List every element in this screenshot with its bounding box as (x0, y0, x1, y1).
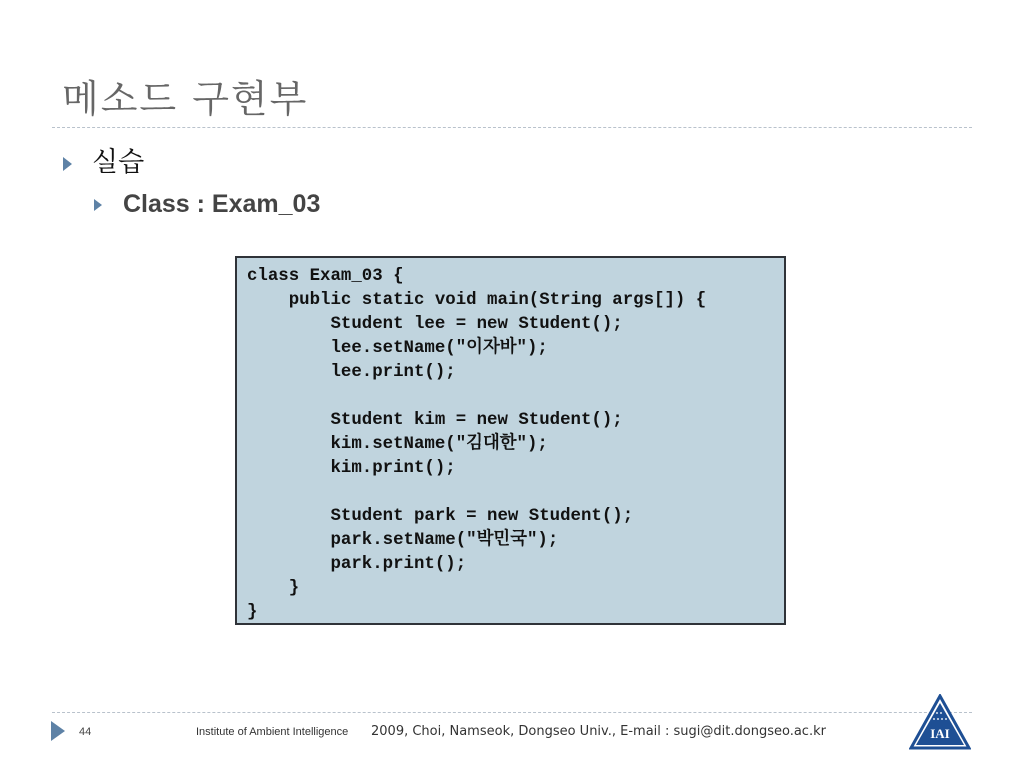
iai-logo-icon (909, 694, 971, 752)
bullet-arrow-icon (94, 199, 102, 211)
footer-credit: 2009, Choi, Namseok, Dongseo Univ., E-mail : sugi@dit.dongseo.ac.kr (371, 724, 826, 739)
bullet-level1-text: 실습 (92, 147, 145, 178)
institute-name: Institute of Ambient Intelligence (196, 726, 349, 738)
bullet-level2-text: Class : Exam_03 (123, 190, 321, 218)
code-line: lee.setName("이자바"); (247, 339, 548, 358)
code-line (247, 385, 784, 409)
logo-text: IAI (930, 726, 950, 741)
code-line: public static void main(String args[]) { (247, 291, 707, 310)
code-line: park.setName("박민국"); (247, 531, 559, 550)
code-line: Student kim = new Student(); (247, 411, 623, 430)
code-line (247, 481, 784, 505)
page-number: 44 (79, 726, 92, 738)
code-line: lee.print(); (247, 363, 456, 382)
footer-divider (52, 712, 972, 713)
code-line: Student lee = new Student(); (247, 315, 623, 334)
bullet-arrow-icon (63, 157, 72, 171)
code-line: Student park = new Student(); (247, 507, 634, 526)
code-line: } (247, 603, 258, 622)
code-line: kim.setName("김대한"); (247, 435, 548, 454)
code-line: park.print(); (247, 555, 467, 574)
code-line: class Exam_03 { (247, 267, 404, 286)
slide-title: 메소드 구현부 (62, 77, 309, 121)
footer-arrow-icon (51, 721, 65, 741)
code-line: kim.print(); (247, 459, 456, 478)
code-line: } (247, 579, 300, 598)
code-block (235, 256, 786, 625)
title-divider (52, 127, 972, 128)
